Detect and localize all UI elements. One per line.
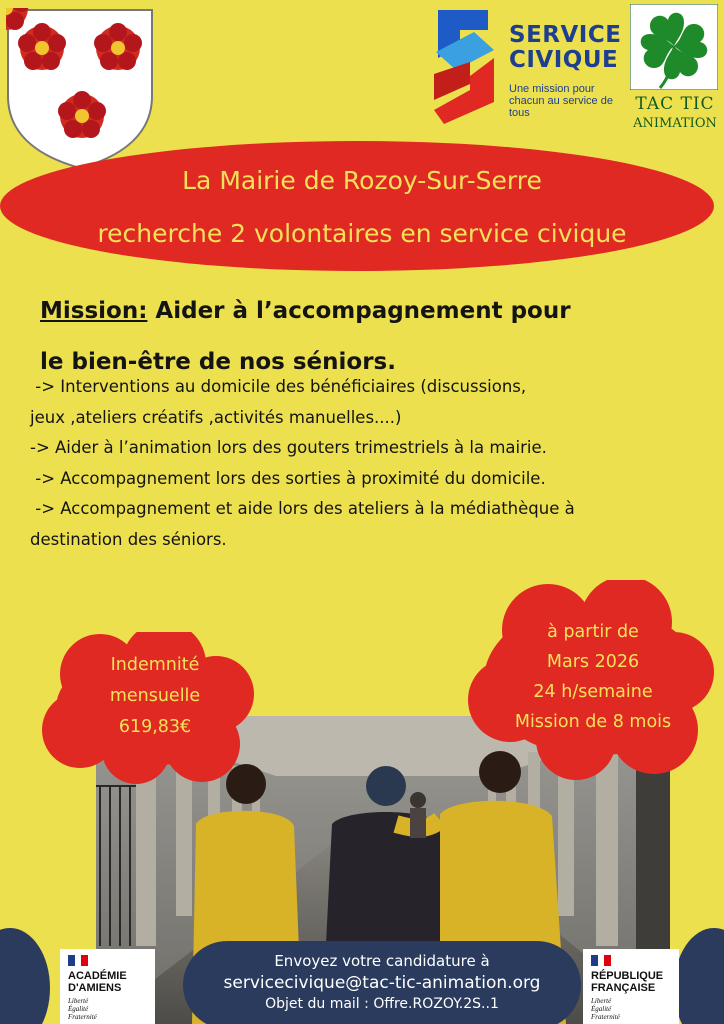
mission-label: Mission: [40,298,148,324]
service-civique-line1: SERVICE [509,22,622,48]
details-line-3: 24 h/semaine [533,682,653,702]
title-line-2: recherche 2 volontaires en service civique [97,219,627,248]
motto-egalite: Égalité [591,1005,612,1013]
tac-tic-logo [628,4,722,134]
motto-fraternite: Fraternité [68,1013,97,1021]
detail-line: destination des séniors. [30,529,227,549]
details-line-2: Mars 2026 [546,652,640,672]
mission-details [30,372,700,555]
french-flag-icon [68,955,88,966]
motto-egalite: Égalité [68,1005,89,1013]
service-civique-logo [430,6,626,124]
motto-fraternite: Fraternité [591,1013,620,1021]
footer-email-link[interactable]: servicecivique@tac-tic-animation.org [223,973,541,993]
detail-line: -> Accompagnement lors des sorties à proximité du domicile. [30,468,546,488]
detail-line: -> Aider à l’animation lors des gouters trimestriels à la mairie. [30,438,547,457]
details-line-1: à partir de [547,622,639,642]
service-civique-tagline: Une mission pour chacun au service de tous [509,83,613,119]
service-civique-mark-icon [430,6,502,124]
mission-line-1: Aider à l’accompagnement pour [147,298,571,324]
indemnity-amount: 619,83€ [118,717,192,737]
tac-tic-subtitle: ANIMATION [633,116,717,131]
indemnity-line-2: mensuelle [109,686,201,706]
indemnity-line-1: Indemnité [110,655,200,675]
detail-line: -> Accompagnement et aide lors des ateliers à la médiathèque à [30,499,575,518]
title-line-1: La Mairie de Rozoy-Sur-Serre [182,166,542,195]
title-banner [0,141,714,271]
motto-liberte: Liberté [68,997,89,1005]
footer-subject-text: Objet du mail : Offre.ROZOY.2S..1 [265,996,499,1012]
detail-line: -> Interventions au domicile des bénéficiaires (discussions, [30,377,527,396]
detail-line: jeux ,ateliers créatifs ,activités manuelles....) [30,407,402,427]
four-leaf-clover-icon [630,4,718,90]
service-civique-line2: CIVIQUE [509,47,619,73]
footer-left-shape [0,928,50,1024]
republique-line-2: FRANÇAISE [591,982,656,994]
republique-francaise-logo [583,949,679,1024]
details-line-4: Mission de 8 mois [514,712,672,732]
republique-line-1: RÉPUBLIQUE [591,970,664,982]
french-flag-icon [591,955,611,966]
indemnity-text [60,650,250,743]
academie-line-2: D'AMIENS [68,982,122,994]
tac-tic-name: TAC TIC [635,94,715,114]
academie-line-1: ACADÉMIE [68,970,127,982]
motto-liberte: Liberté [591,997,612,1005]
mission-line-2: le bien-être de nos séniors. [40,349,396,375]
footer-apply-text: Envoyez votre candidature à [274,952,490,970]
footer-right-shape [674,928,724,1024]
academie-amiens-logo [60,949,155,1024]
coat-of-arms-shield-icon [6,8,154,170]
details-text [494,617,692,737]
